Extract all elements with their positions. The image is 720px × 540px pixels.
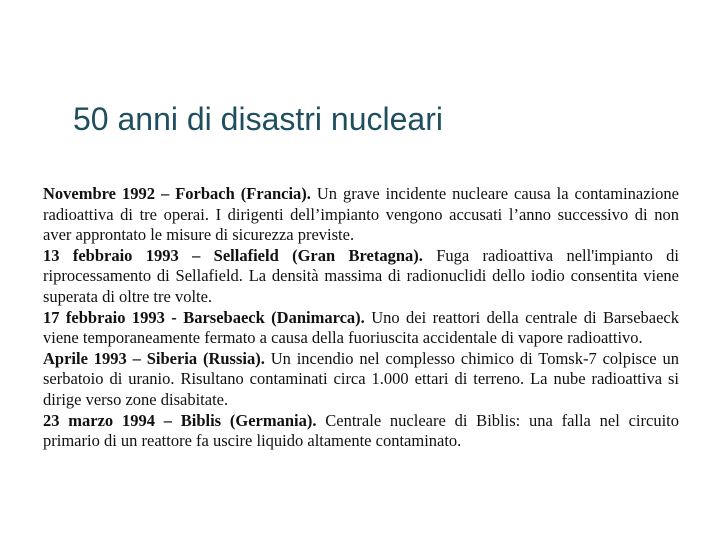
entry-lead: Novembre 1992 – Forbach (Francia).: [43, 184, 311, 203]
entry-siberia: [43, 349, 679, 411]
entry-lead: 13 febbraio 1993 – Sellafield (Gran Bretagna).: [43, 245, 423, 265]
entry-biblis: [43, 411, 679, 452]
entry-lead: Aprile 1993 – Siberia (Russia).: [43, 348, 265, 368]
entry-text: Fuga radioattiva nell'impianto di riprocessamento di Sellafield. La densità massima di radionuclidi dello iodio consentita viene superata di oltre tre volte.: [43, 245, 679, 306]
entry-text: Un incendio nel complesso chimico di Tomsk-7 colpisce un serbatoio di uranio. Risultano contaminati circa 1.000 ettari di terreno. La nube radioattiva si dirige verso zone disabitate.: [43, 348, 679, 409]
entry-sellafield: [43, 246, 679, 308]
entry-text: Centrale nucleare di Biblis: una falla nel circuito primario di un reattore fa uscire liquido altamente contaminato.: [43, 410, 679, 451]
disaster-list: [43, 184, 679, 452]
entry-text: Un grave incidente nucleare causa la contaminazione radioattiva di tre operai. I dirigenti dell’impianto vengono accusati l’anno successivo di non aver approntato le misure di sicurezza previste.: [43, 184, 679, 245]
entry-lead: 23 marzo 1994 – Biblis (Germania).: [43, 410, 317, 430]
slide-title: 50 anni di disastri nucleari: [73, 101, 443, 137]
entry-text: Uno dei reattori della centrale di Barsebaeck viene temporaneamente fermato a causa della fuoriuscita accidentale di vapore radioattivo.: [43, 307, 680, 348]
entry-barsebaeck: [43, 308, 679, 349]
entry-forbach: [43, 184, 679, 246]
entry-lead: 17 febbraio 1993 - Barsebaeck (Danimarca).: [43, 307, 365, 327]
